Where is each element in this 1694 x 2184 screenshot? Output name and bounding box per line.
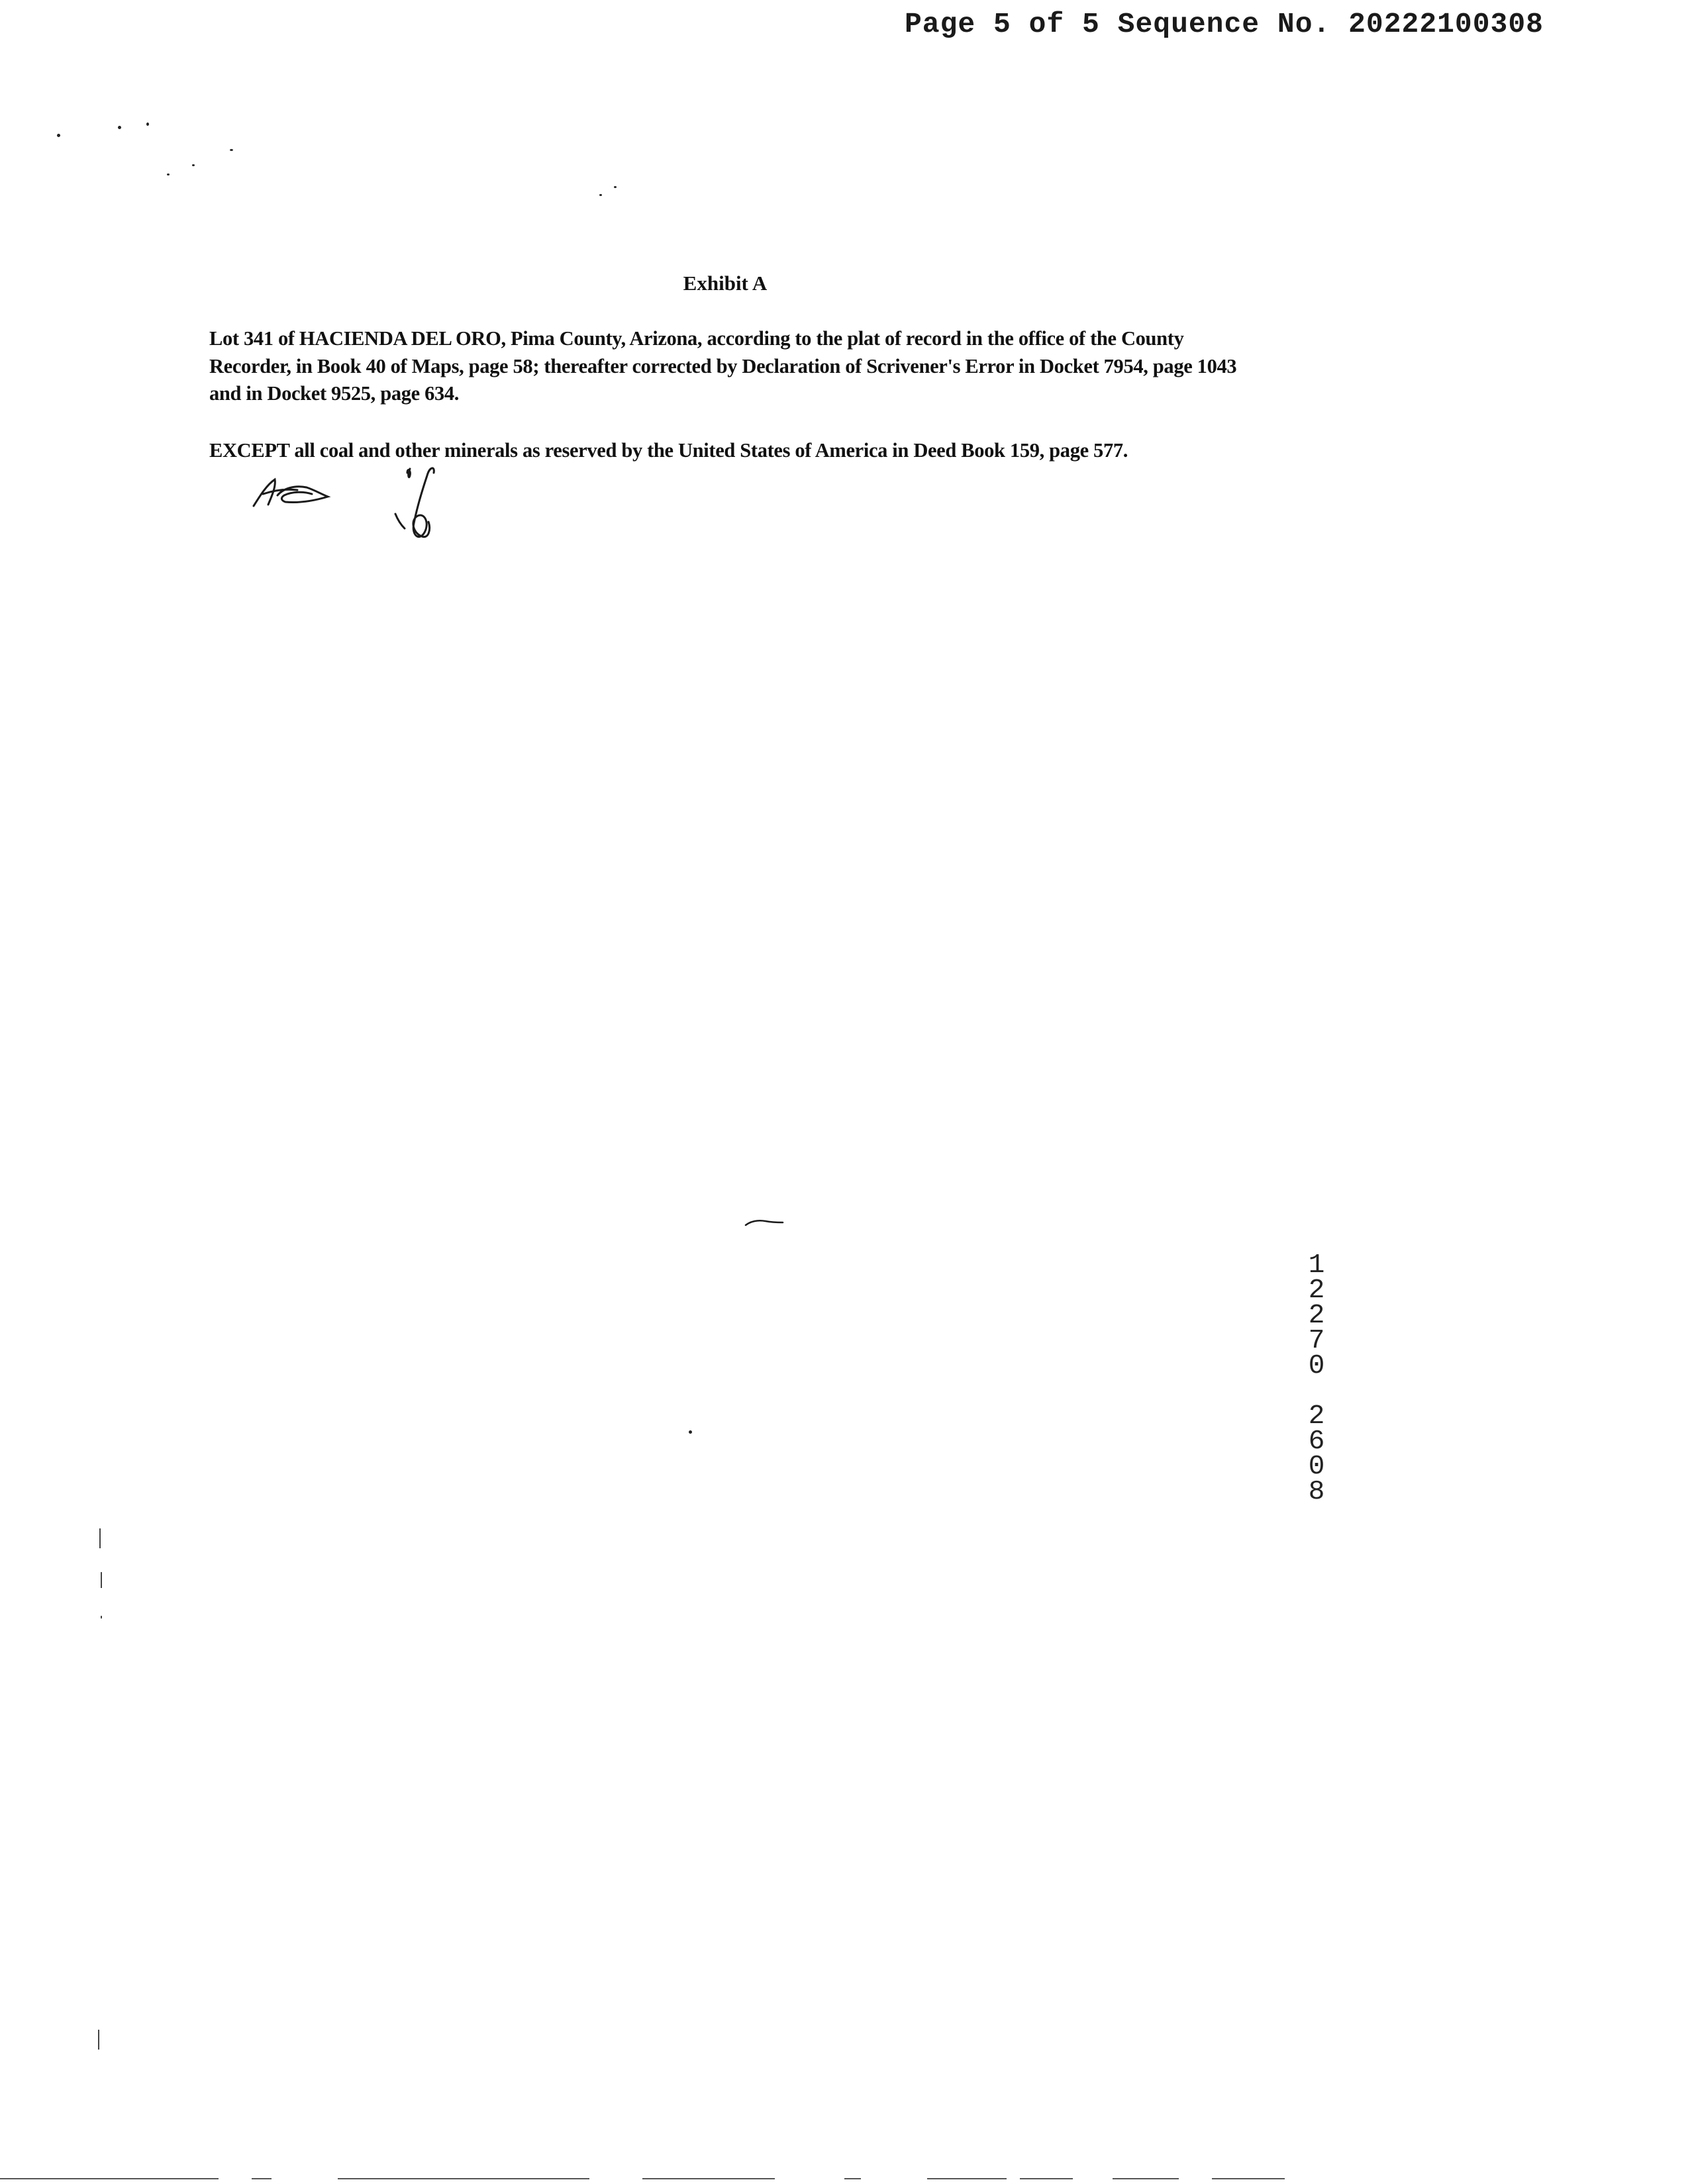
stamp-digit: 2 bbox=[1308, 1301, 1325, 1331]
scan-speck bbox=[192, 164, 195, 166]
mineral-exception-paragraph: EXCEPT all coal and other minerals as reserved by the United States of America in Deed Book 159, page 577. bbox=[209, 439, 1128, 462]
recording-number-stamp bbox=[1303, 1250, 1330, 1507]
scan-speck bbox=[614, 186, 617, 188]
scan-speck bbox=[57, 134, 60, 137]
stamp-digit: 8 bbox=[1308, 1477, 1325, 1507]
margin-scan-mark bbox=[101, 1572, 102, 1588]
page-sequence-stamp: Page 5 of 5 Sequence No. 20222100308 bbox=[905, 8, 1544, 40]
stamp-digit: 1 bbox=[1308, 1250, 1325, 1281]
handwritten-initials-2 bbox=[387, 464, 450, 546]
legal-description-paragraph: Lot 341 of HACIENDA DEL ORO, Pima County, Arizona, according to the plat of record in the office of the County Recorder, in Book 40 of Maps, page 58; thereafter corrected by Declaration of Scrivener's Error in Docket 7954, page 1043 and in Docket 9525, page 634. bbox=[209, 327, 1237, 405]
margin-scan-mark bbox=[99, 1528, 101, 1548]
scan-speck bbox=[599, 194, 602, 196]
stray-pen-mark bbox=[744, 1217, 784, 1228]
handwritten-initials-1 bbox=[248, 475, 334, 509]
stamp-digit: 0 bbox=[1308, 1351, 1325, 1381]
exhibit-title: Exhibit A bbox=[683, 272, 768, 295]
bottom-scan-border bbox=[0, 2173, 1694, 2184]
scan-speck bbox=[230, 149, 233, 151]
stamp-digit: 7 bbox=[1308, 1326, 1325, 1356]
scan-speck bbox=[689, 1430, 692, 1434]
scan-speck bbox=[167, 174, 170, 175]
stamp-gap bbox=[1303, 1379, 1330, 1404]
scan-speck bbox=[146, 123, 149, 126]
margin-scan-mark bbox=[98, 2030, 99, 2050]
stamp-digit: 2 bbox=[1308, 1275, 1325, 1306]
scan-speck bbox=[118, 126, 121, 129]
stamp-digit: 2 bbox=[1308, 1401, 1325, 1432]
stamp-digit: 6 bbox=[1308, 1426, 1325, 1457]
stamp-digit: 0 bbox=[1308, 1452, 1325, 1482]
margin-scan-mark bbox=[101, 1616, 102, 1618]
